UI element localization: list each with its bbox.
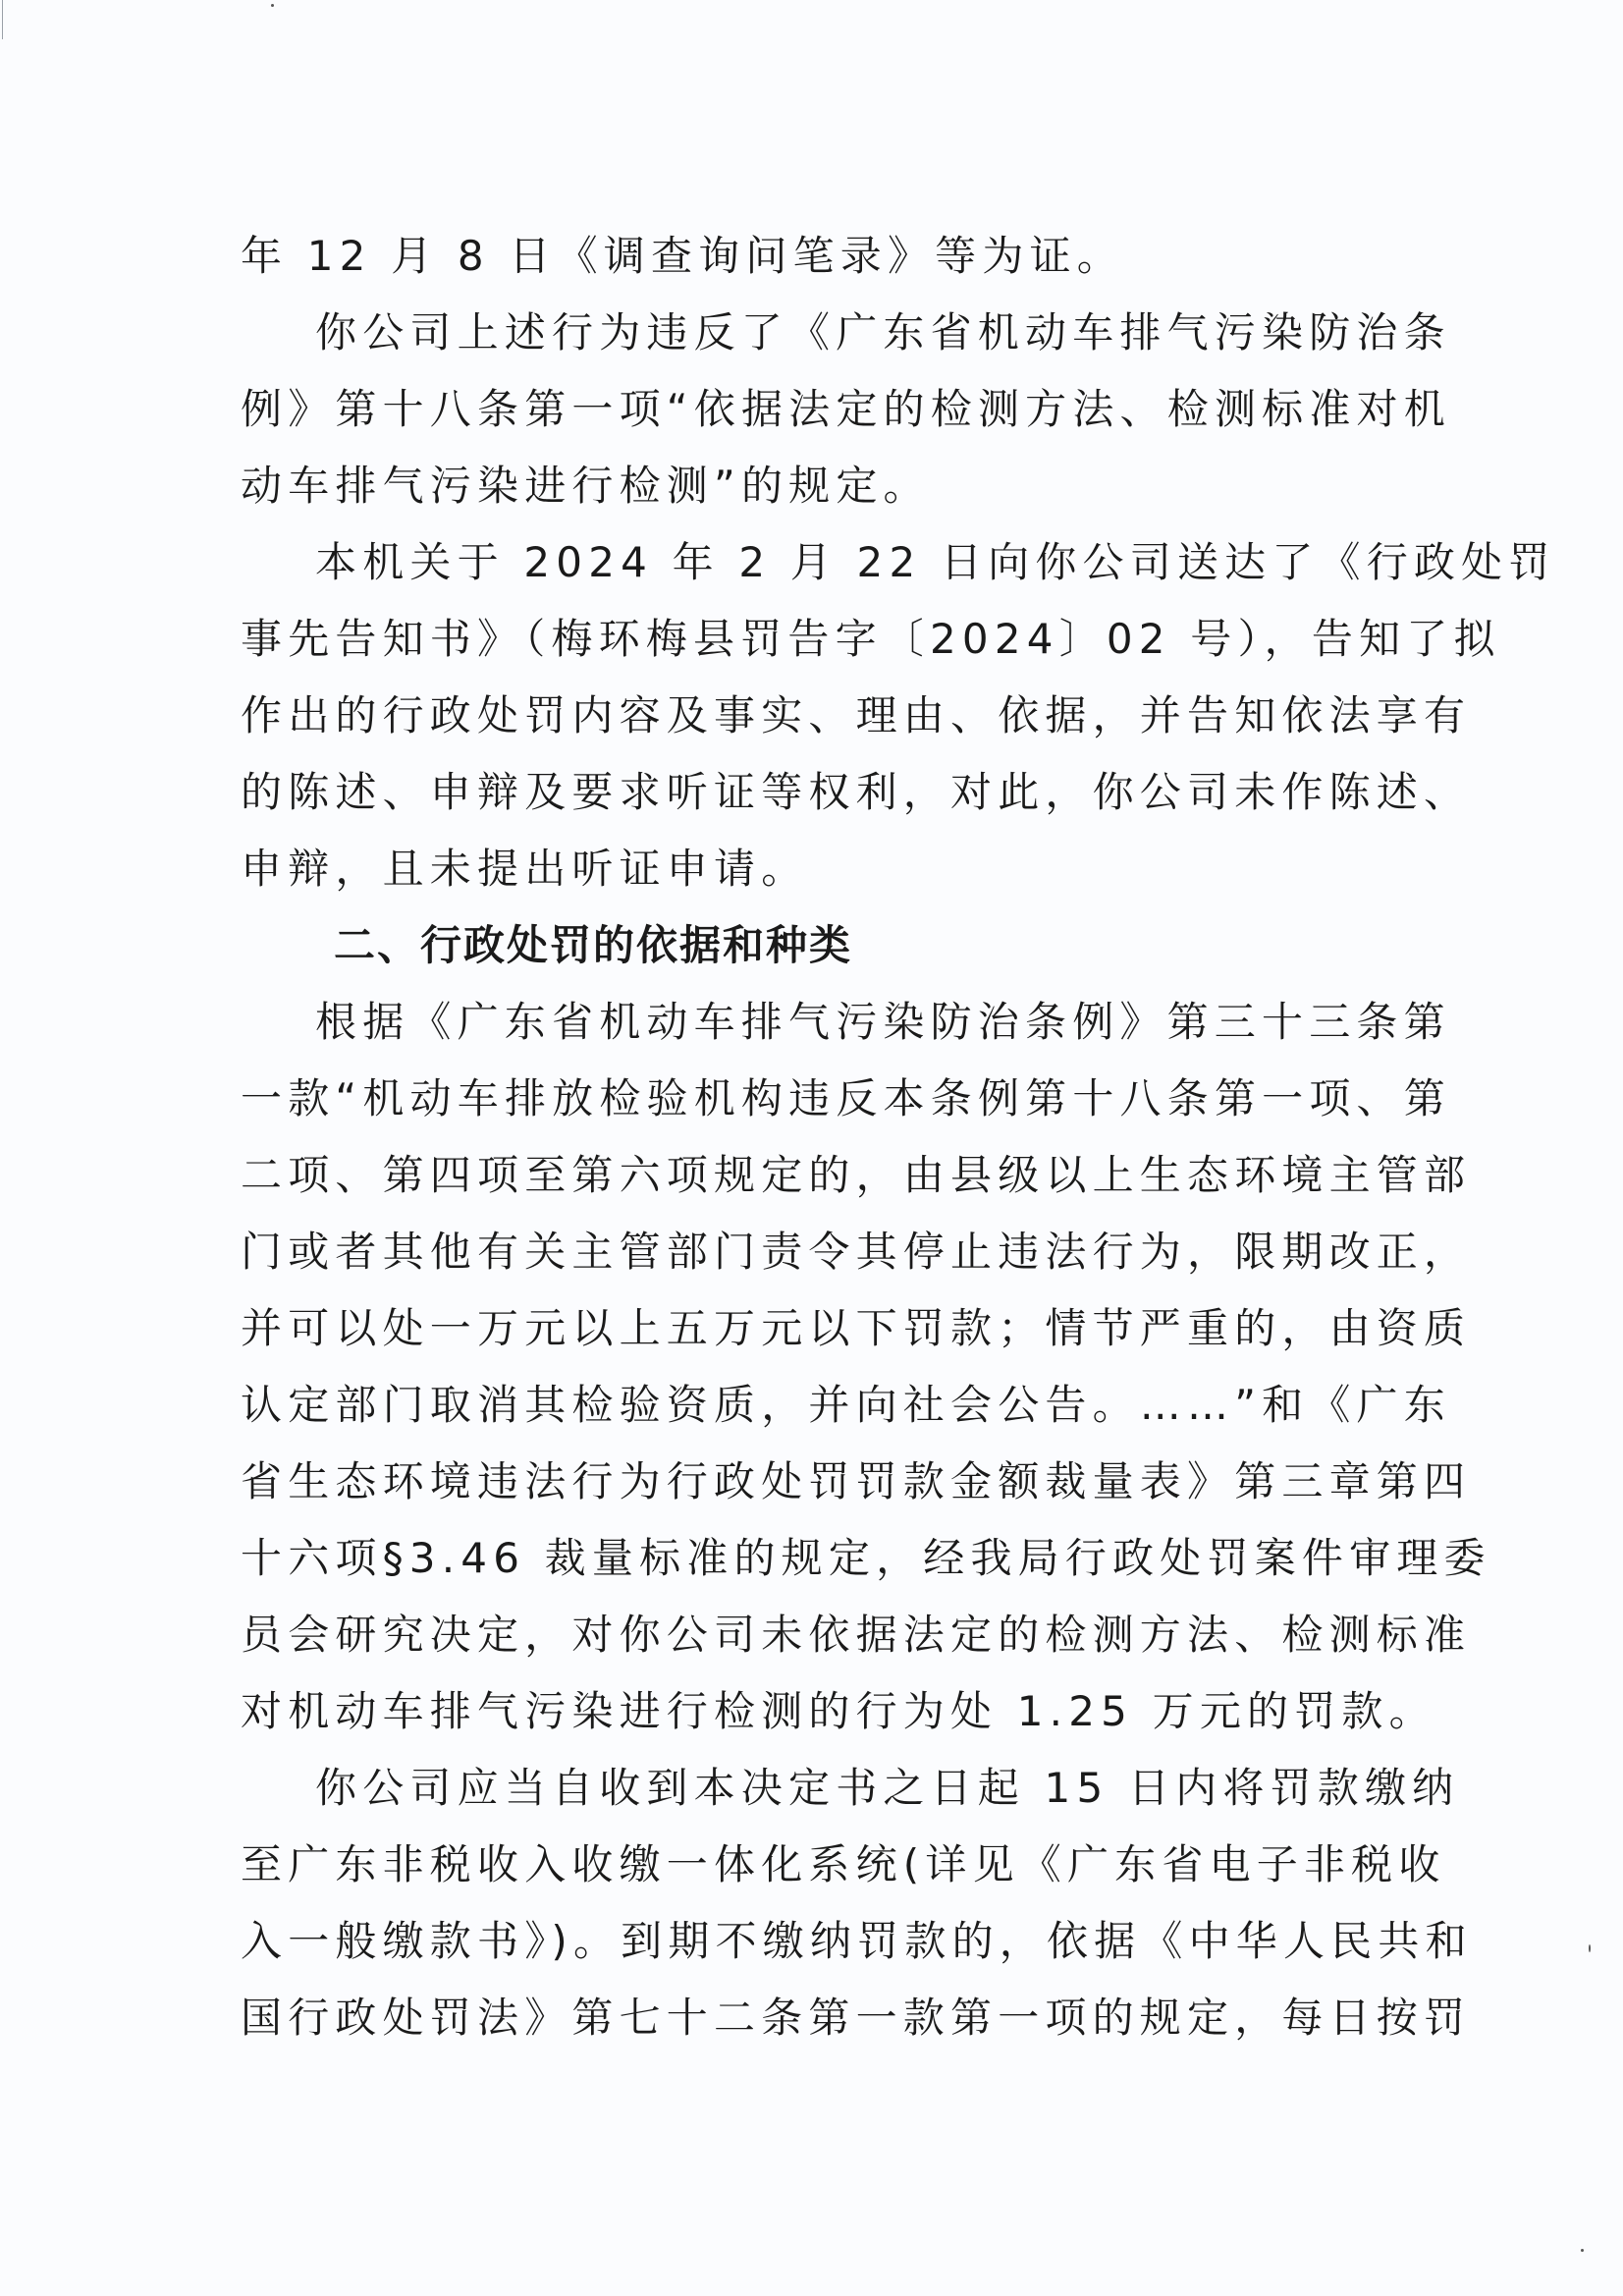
paragraph-line: 入一般缴款书》)。到期不缴纳罚款的，依据《中华人民共和 (241, 1917, 1473, 1965)
scan-speck (1581, 2249, 1584, 2252)
paragraph-line: 事先告知书》（梅环梅县罚告字〔2024〕02 号），告知了拟 (241, 615, 1501, 663)
paragraph-line: 至广东非税收入收缴一体化系统(详见《广东省电子非税收 (241, 1840, 1446, 1888)
paragraph-line: 一款“机动车排放检验机构违反本条例第十八条第一项、第 (241, 1074, 1451, 1122)
paragraph-line: 的陈述、申辩及要求听证等权利，对此，你公司未作陈述、 (241, 768, 1472, 816)
paragraph-line: 动车排气污染进行检测”的规定。 (241, 462, 931, 510)
document-body (241, 218, 1556, 2056)
paragraph-line: 并可以处一万元以上五万元以下罚款；情节严重的，由资质 (241, 1304, 1472, 1352)
paragraph-line: 本机关于 2024 年 2 月 22 日向你公司送达了《行政处罚 (315, 538, 1556, 586)
paragraph-line: 例》第十八条第一项“依据法定的检测方法、检测标准对机 (241, 385, 1451, 433)
paragraph-line: 根据《广东省机动车排气污染防治条例》第三十三条第 (315, 998, 1451, 1046)
paragraph-line: 申辩，且未提出听证申请。 (241, 845, 809, 893)
paragraph-line: 作出的行政处罚内容及事实、理由、依据，并告知依法享有 (241, 691, 1472, 739)
paragraph-line: 你公司上述行为违反了《广东省机动车排气污染防治条 (315, 308, 1451, 356)
paragraph-line: 十六项§3.46 裁量标准的规定，经我局行政处罚案件审理委 (241, 1534, 1491, 1582)
paragraph-line: 门或者其他有关主管部门责令其停止违法行为，限期改正， (241, 1228, 1472, 1276)
paragraph-line: 认定部门取消其检验资质，并向社会公告。……”和《广东 (241, 1381, 1451, 1429)
paragraph-line: 省生态环境违法行为行政处罚罚款金额裁量表》第三章第四 (241, 1457, 1472, 1505)
paragraph-line: 二项、第四项至第六项规定的，由县级以上生态环境主管部 (241, 1151, 1472, 1199)
paragraph-line: 你公司应当自收到本决定书之日起 15 日内将罚款缴纳 (315, 1764, 1460, 1812)
paragraph-line: 年 12 月 8 日《调查询问笔录》等为证。 (241, 232, 1124, 280)
scan-edge-mark (2, 0, 3, 39)
paragraph-line: 国行政处罚法》第七十二条第一款第一项的规定，每日按罚 (241, 1994, 1472, 2042)
section-heading: 二、行政处罚的依据和种类 (334, 921, 853, 969)
paragraph-line: 对机动车排气污染进行检测的行为处 1.25 万元的罚款。 (241, 1687, 1436, 1735)
scan-speck (271, 4, 274, 7)
paragraph-line: 员会研究决定，对你公司未依据法定的检测方法、检测标准 (241, 1611, 1472, 1659)
scan-speck (1589, 1944, 1591, 1952)
